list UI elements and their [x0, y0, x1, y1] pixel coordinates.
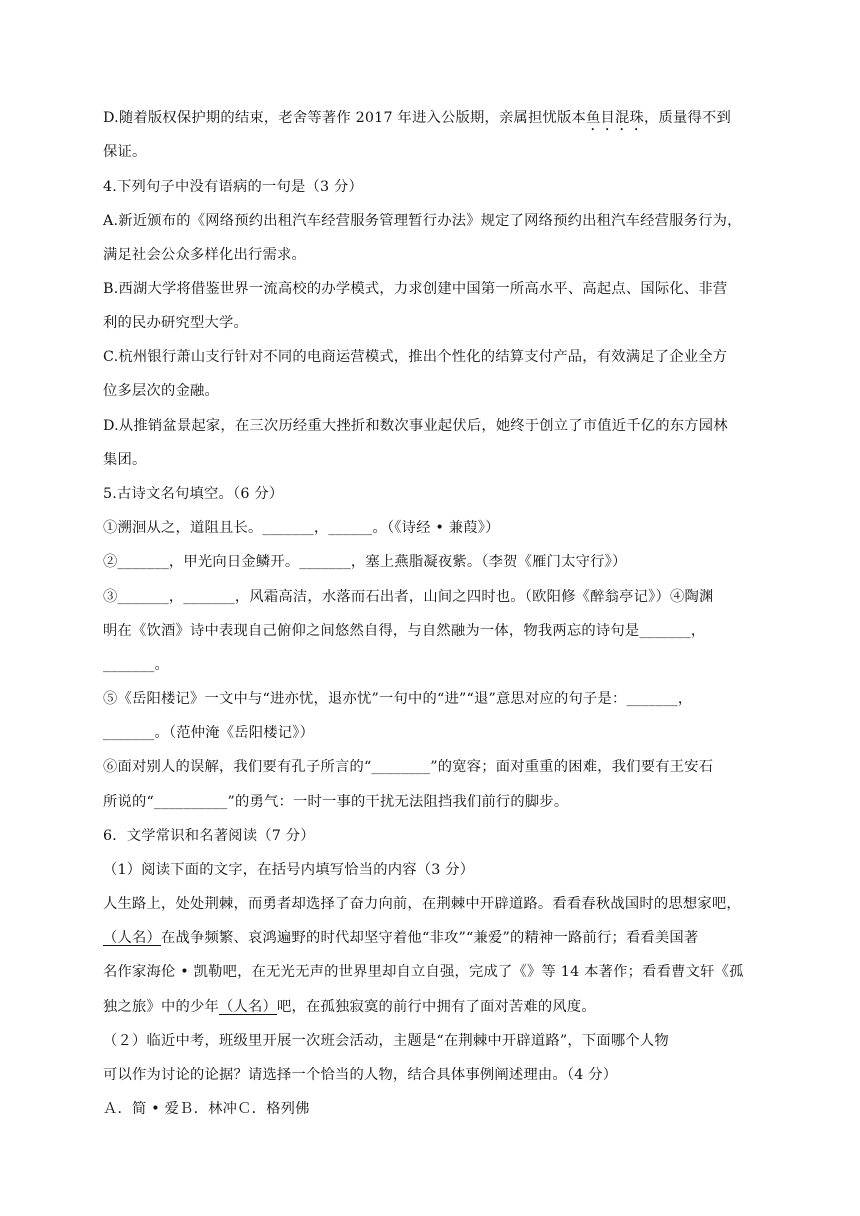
text-line: 位多层次的金融。 — [103, 383, 219, 399]
text-line: 独之旅》中的少年（人名）吧，在孤独寂寞的前行中拥有了面对苦难的风度。 — [103, 999, 596, 1015]
text-line: 人生路上，处处荆棘，而勇者却选择了奋力向前，在荆棘中开辟道路。看看春秋战国时的思想家吧， — [103, 896, 741, 912]
text-line: 可以作为讨论的论据？请选择一个恰当的人物，结合具体事例阐述理由。（4 分） — [103, 1067, 618, 1083]
text-line: （人名）在战争频繁、哀鸿遍野的时代却坚守着他“非攻”“兼爱”的精神一路前行；看看美国著 — [103, 930, 699, 946]
option-a: A.新近颁布的《网络预约出租汽车经营服务管理暂行办法》规定了网络预约出租汽车经营服务行为， — [103, 213, 742, 229]
sub-question: （２）临近中考，班级里开展一次班会活动，主题是“在荆棘中开辟道路”，下面哪个人物 — [103, 1033, 669, 1049]
option-b: B.西湖大学将借鉴世界一流高校的办学模式，力求创建中国第一所高水平、高起点、国际化、非营 — [103, 281, 728, 297]
text-line: 所说的“__________”的勇气：一时一事的干扰无法阻挡我们前行的脚步。 — [103, 794, 569, 810]
text-line: 集团。 — [103, 452, 147, 468]
text-line: 利的民办研究型大学。 — [103, 315, 248, 331]
option-c: C.杭州银行萧山支行针对不同的电商运营模式，推出个性化的结算支付产品，有效满足了企业全方 — [103, 349, 728, 365]
poem-item-2: ②_______，甲光向日金鳞开。_______，塞上燕脂凝夜紫。（李贺《雁门太守行》） — [103, 554, 627, 570]
question-title: 4.下列句子中没有语病的一句是（3 分） — [103, 179, 364, 195]
text-line: 明在《饮酒》诗中表现自己俯仰之间悠然自得，与自然融为一体，物我两忘的诗句是_______， — [103, 623, 706, 639]
blank-name: （人名） — [103, 930, 161, 946]
text-line: 名作家海伦 • 凯勒吧，在无光无声的世界里却自立自强，完成了《》等 14 本著作；看看曹文轩《孤 — [103, 964, 744, 980]
question-title: 5.古诗文名句填空。（6 分） — [103, 486, 284, 502]
blank-name: （人名） — [218, 999, 277, 1015]
text-line: _______。（范仲淹《岳阳楼记》） — [103, 725, 315, 741]
poem-item-5: ⑤《岳阳楼记》一文中与“进亦忧，退亦忧”一句中的“进”“退”意思对应的句子是：_______， — [103, 691, 693, 707]
question-title: 6．文学常识和名著阅读（7 分） — [103, 828, 315, 844]
text-line: _______。 — [103, 657, 169, 673]
text-line: D.随着版权保护期的结束，老舍等著作 2017 年进入公版期，亲属担忧版本鱼目混珠，质量得不到 — [103, 110, 731, 126]
emphasis-dots: 鱼目混珠 — [585, 110, 644, 126]
answer-options: Ａ．简 • 爱Ｂ．林冲Ｃ．格列佛 — [103, 1101, 310, 1117]
poem-item-1: ①溯洄从之，道阻且长。_______，______。（《诗经 • 兼葭》） — [103, 520, 500, 536]
sub-question: （1）阅读下面的文字，在括号内填写恰当的内容（3 分） — [103, 862, 475, 878]
poem-item-3: ③_______，_______，风霜高洁，水落而石出者，山间之四时也。（欧阳修《醉翁亭记》）④陶渊 — [103, 589, 714, 605]
text-line: 满足社会公众多样化出行需求。 — [103, 247, 306, 263]
text-line: 保证。 — [103, 144, 147, 160]
option-d: D.从推销盆景起家，在三次历经重大挫折和数次事业起伏后，她终于创立了市值近千亿的东方园林 — [103, 418, 728, 434]
poem-item-6: ⑥面对别人的误解，我们要有孔子所言的“________”的宽容；面对重重的困难，我们要有王安石 — [103, 759, 714, 775]
